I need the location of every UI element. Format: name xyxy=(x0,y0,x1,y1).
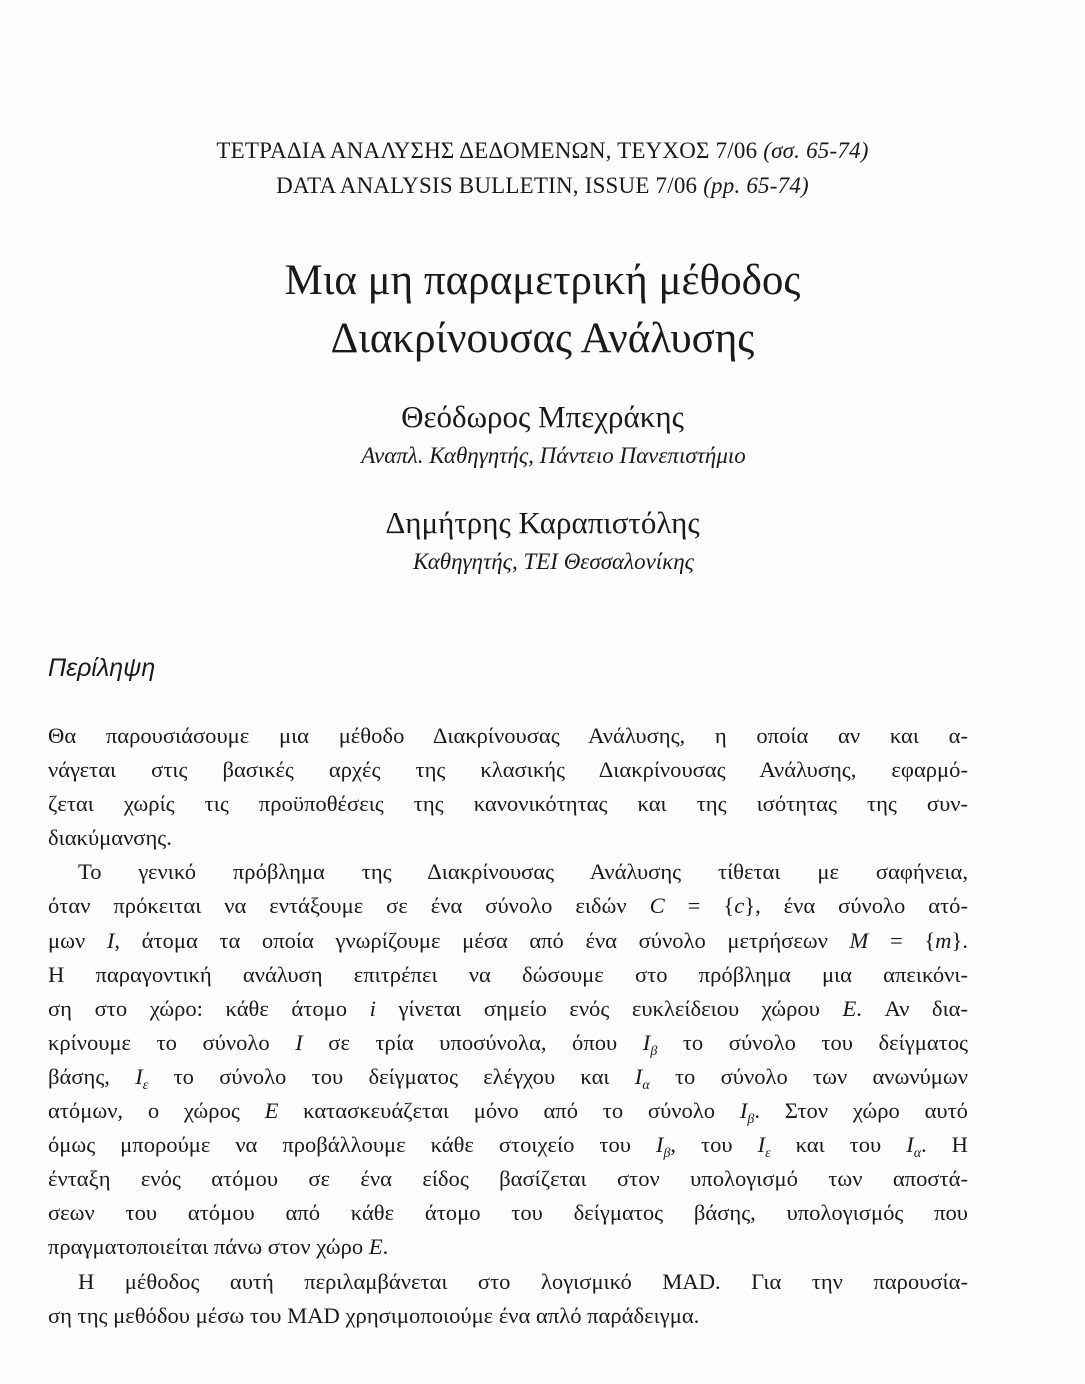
text-run: το σύνολο του δείγματος ελέγχου και xyxy=(173,1063,610,1089)
abstract-line: σεων του ατόμου από κάθε άτομο του δείγματος βάσης, υπολογισμός που xyxy=(48,1200,968,1226)
math-subscript: β xyxy=(747,1112,755,1128)
page-range-english: (pp. 65-74) xyxy=(703,173,809,198)
math-symbol: I xyxy=(757,1132,766,1158)
abstract-line: ζεται χωρίς τις προϋποθέσεις της κανονικότητας και της ισότητας της συν- xyxy=(48,791,968,817)
math-symbol: m xyxy=(935,927,952,953)
math-symbol: I xyxy=(135,1063,143,1089)
paper-title-line-2: Διακρίνουσας Ανάλυσης xyxy=(330,315,755,362)
math-symbol: I xyxy=(906,1132,914,1158)
abstract-line xyxy=(48,1026,968,1060)
math-symbol: E xyxy=(842,995,857,1021)
journal-header-greek xyxy=(0,133,1085,168)
abstract-line xyxy=(48,889,968,923)
author-affiliation: Καθηγητής, ΤΕΙ Θεσσαλονίκης xyxy=(413,549,694,574)
paper-title-line-1: Μια μη παραμετρική μέθοδος xyxy=(284,257,801,304)
abstract-body xyxy=(48,719,968,1333)
author-name: Θεόδωρος Μπεχράκης xyxy=(401,399,684,434)
journal-header-english xyxy=(0,168,1085,203)
abstract-line xyxy=(48,1128,968,1162)
math-subscript: β xyxy=(650,1043,658,1059)
text-run: το σύνολο των ανωνύμων xyxy=(674,1063,968,1089)
abstract-line xyxy=(48,1060,968,1094)
math-subscript: ε xyxy=(142,1077,149,1093)
abstract-line: Το γενικό πρόβλημα της Διακρίνουσας Ανάλυσης τίθεται με σαφήνεια, xyxy=(78,859,968,885)
math-symbol: I xyxy=(106,927,115,953)
text-run: , του xyxy=(670,1132,733,1158)
text-run: = { xyxy=(889,927,936,953)
abstract-line: ένταξη ενός ατόμου σε ένα είδος βασίζεται στον υπολογισμό των αποστά- xyxy=(48,1166,968,1192)
text-run: = { xyxy=(687,893,735,919)
math-subscript: α xyxy=(913,1146,922,1162)
math-symbol: c xyxy=(734,893,745,919)
author-block-2 xyxy=(0,503,1085,578)
text-run: μων xyxy=(48,927,86,953)
text-run: }, ένα σύνολο ατό- xyxy=(744,893,968,919)
math-symbol: I xyxy=(655,1132,664,1158)
text-run: σε τρία υποσύνολα, όπου xyxy=(328,1029,618,1055)
text-run: . Στον χώρο αυτό xyxy=(754,1098,968,1124)
abstract-line: ση της μεθόδου μέσω του MAD χρησιμοποιούμε ένα απλό παράδειγμα. xyxy=(48,1302,700,1328)
text-run: ατόμων, ο χώρος xyxy=(48,1098,240,1124)
math-subscript: α xyxy=(642,1077,650,1093)
math-symbol: I xyxy=(295,1029,303,1055)
math-symbol: M xyxy=(849,927,869,953)
math-symbol: E xyxy=(264,1098,279,1124)
journal-header xyxy=(0,133,1085,203)
math-symbol: I xyxy=(634,1063,643,1089)
math-symbol: I xyxy=(642,1029,651,1055)
abstract-line xyxy=(48,1094,968,1128)
paper-title xyxy=(0,252,1085,368)
text-run: γίνεται σημείο ενός ευκλείδειου χώρου xyxy=(398,995,820,1021)
journal-name-greek: ΤΕΤΡΑΔΙΑ ΑΝΑΛΥΣΗΣ ΔΕΔΟΜΕΝΩΝ, ΤΕΥΧΟΣ 7/06 xyxy=(216,138,758,163)
text-run: . Αν δια- xyxy=(856,995,969,1021)
abstract-line: διακύμανσης. xyxy=(48,825,172,851)
text-run: ση στο χώρο: κάθε άτομο xyxy=(48,995,348,1021)
text-run: και του xyxy=(795,1132,882,1158)
author-affiliation: Αναπλ. Καθηγητής, Πάντειο Πανεπιστήμιο xyxy=(361,443,746,468)
abstract-line xyxy=(48,924,968,958)
text-run: κρίνουμε το σύνολο xyxy=(48,1029,270,1055)
math-symbol: C xyxy=(649,893,665,919)
text-run: }. xyxy=(951,927,968,953)
math-symbol: I xyxy=(739,1098,748,1124)
text-run: , άτομα τα οποία γνωρίζουμε μέσα από ένα σύνολο μετρήσεων xyxy=(114,927,828,953)
journal-name-english: DATA ANALYSIS BULLETIN, ISSUE 7/06 xyxy=(276,173,698,198)
abstract-line: Η παραγοντική ανάλυση επιτρέπει να δώσουμε στο πρόβλημα μια απεικόνι- xyxy=(48,961,968,987)
text-run: όταν πρόκειται να εντάξουμε σε ένα σύνολο ειδών xyxy=(48,893,627,919)
abstract-line xyxy=(48,992,968,1026)
abstract-heading: Περίληψη xyxy=(48,654,156,682)
text-run: . Η xyxy=(921,1132,968,1158)
abstract-line: Η μέθοδος αυτή περιλαμβάνεται στο λογισμικό MAD. Για την παρουσία- xyxy=(78,1268,968,1294)
abstract-line: νάγεται στις βασικές αρχές της κλασικής Διακρίνουσας Ανάλυσης, εφαρμό- xyxy=(48,757,968,783)
text-run: . xyxy=(382,1234,389,1260)
text-run: το σύνολο του δείγματος xyxy=(682,1029,969,1055)
abstract-line: Θα παρουσιάσουμε μια μέθοδο Διακρίνουσας Ανάλυσης, η οποία αν και α- xyxy=(48,723,968,748)
author-block-1 xyxy=(0,397,1085,472)
math-subscript: ε xyxy=(765,1146,771,1162)
math-subscript: β xyxy=(663,1146,671,1162)
text-run: όμως μπορούμε να προβάλλουμε κάθε στοιχείο του xyxy=(48,1132,631,1158)
math-symbol: E xyxy=(368,1234,383,1260)
page-range-greek: (σσ. 65-74) xyxy=(763,138,869,163)
text-run: κατασκευάζεται μόνο από το σύνολο xyxy=(303,1098,716,1124)
author-name: Δημήτρης Καραπιστόλης xyxy=(385,505,700,540)
text-run: βάσης, xyxy=(48,1063,110,1089)
text-run: πραγματοποιείται πάνω στον χώρο xyxy=(48,1234,364,1260)
abstract-line xyxy=(48,1230,968,1264)
math-symbol: i xyxy=(369,995,376,1021)
